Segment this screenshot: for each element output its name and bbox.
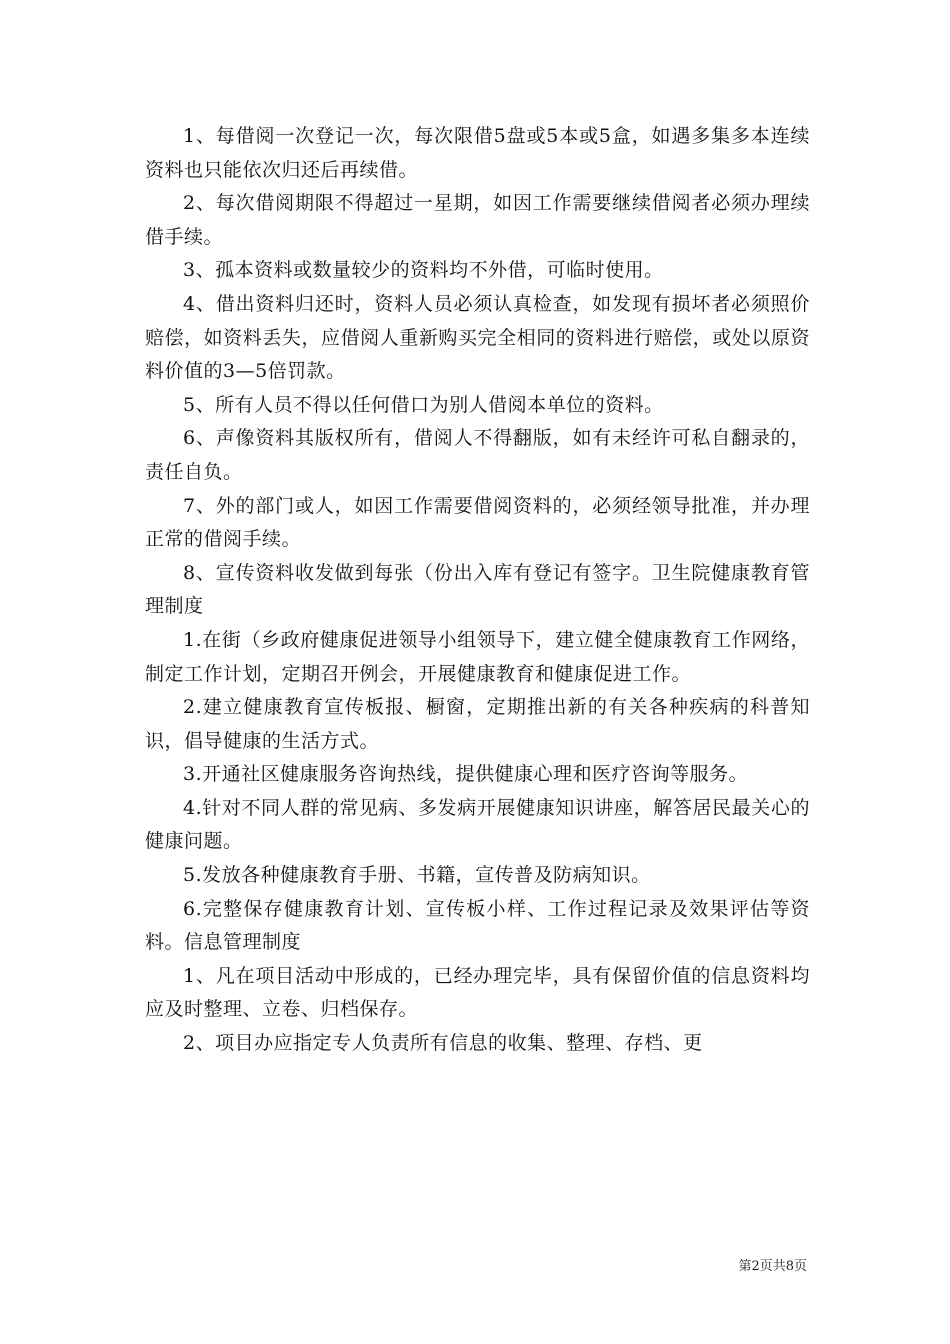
paragraph-10: 2.建立健康教育宣传板报、橱窗，定期推出新的有关各种疾病的科普知识，倡导健康的生活方式。 <box>145 696 810 752</box>
page-number: 第2页共8页 <box>738 1259 807 1274</box>
paragraph-13: 5.发放各种健康教育手册、书籍，宣传普及防病知识。 <box>183 864 651 887</box>
paragraph-14: 6.完整保存健康教育计划、宣传板小样、工作过程记录及效果评估等资料。信息管理制度 <box>145 897 810 954</box>
paragraph-8: 8、宣传资料收发做到每张（份出入库有登记有签字。卫生院健康教育管理制度 <box>145 561 810 618</box>
document-body <box>145 120 810 1061</box>
paragraph-12: 4.针对不同人群的常见病、多发病开展健康知识讲座，解答居民最关心的健康问题。 <box>145 796 810 853</box>
paragraph-15: 1、凡在项目活动中形成的，已经办理完毕，具有保留价值的信息资料均应及时整理、立卷、归档保存。 <box>145 964 810 1021</box>
paragraph-16: 2、项目办应指定专人负责所有信息的收集、整理、存档、更 <box>183 1032 703 1055</box>
paragraph-11: 3.开通社区健康服务咨询热线，提供健康心理和医疗咨询等服务。 <box>183 763 749 786</box>
paragraph-9: 1.在街（乡政府健康促进领导小组领导下，建立健全健康教育工作网络，制定工作计划，定期召开例会，开展健康教育和健康促进工作。 <box>145 628 810 685</box>
paragraph-6: 6、声像资料其版权所有，借阅人不得翻版，如有未经许可私自翻录的，责任自负。 <box>145 427 810 483</box>
paragraph-7: 7、外的部门或人，如因工作需要借阅资料的，必须经领导批准，并办理正常的借阅手续。 <box>145 494 810 551</box>
paragraph-4: 4、借出资料归还时，资料人员必须认真检查，如发现有损坏者必须照价赔偿，如资料丢失，应借阅人重新购买完全相同的资料进行赔偿，或处以原资料价值的3—5倍罚款。 <box>145 292 810 383</box>
paragraph-1: 1、每借阅一次登记一次，每次限借5盘或5本或5盒，如遇多集多本连续资料也只能依次归还后再续借。 <box>145 125 810 181</box>
paragraph-5: 5、所有人员不得以任何借口为别人借阅本单位的资料。 <box>183 393 664 416</box>
paragraph-3: 3、孤本资料或数量较少的资料均不外借，可临时使用。 <box>183 259 664 282</box>
paragraph-2: 2、每次借阅期限不得超过一星期，如因工作需要继续借阅者必须办理续借手续。 <box>145 192 810 248</box>
